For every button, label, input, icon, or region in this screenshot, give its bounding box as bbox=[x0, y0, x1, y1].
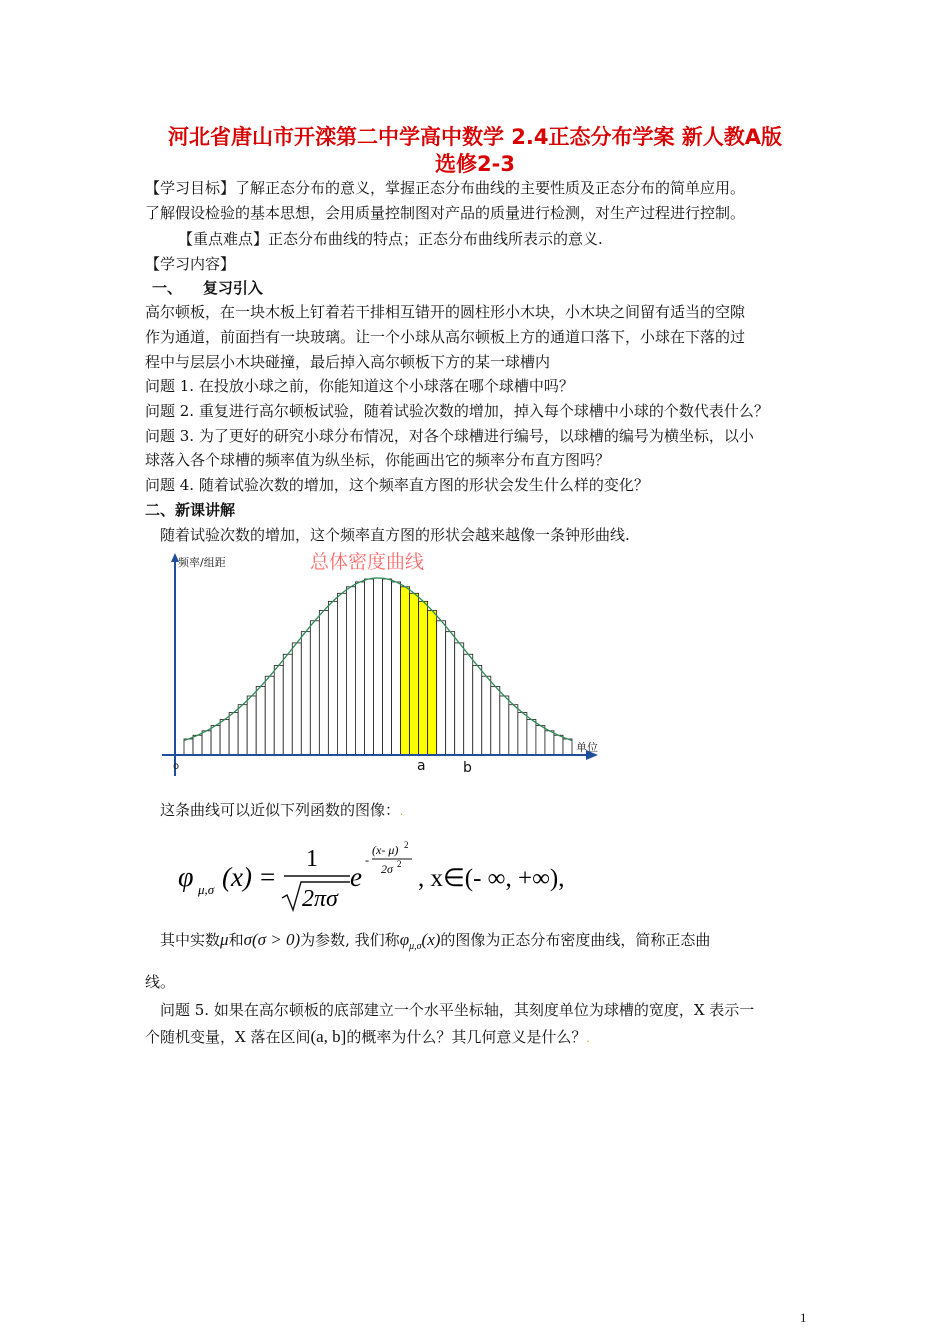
histogram-bar bbox=[220, 720, 229, 755]
edit-mark: . bbox=[586, 1034, 590, 1045]
histogram-bar bbox=[446, 632, 455, 755]
params-line2: 线。 bbox=[145, 973, 176, 991]
histogram-bar bbox=[473, 665, 482, 755]
x-axis-label: 单位 bbox=[576, 741, 598, 754]
formula-denominator: 2πσ bbox=[302, 886, 338, 912]
histogram-bar bbox=[193, 735, 202, 755]
histogram-bar bbox=[310, 621, 319, 755]
question-1: 问题 1. 在投放小球之前，你能知道这个小球落在哪个球槽中吗？ bbox=[145, 377, 574, 395]
goals-line2: 了解假设检验的基本思想，会用质量控制图对产品的质量进行检测，对生产过程进行控制。 bbox=[145, 204, 746, 222]
formula-e: e bbox=[350, 862, 362, 892]
question-4: 问题 4. 随着试验次数的增加，这个频率直方图的形状会发生什么样的变化？ bbox=[145, 476, 649, 494]
phi-symbol: φ bbox=[399, 930, 410, 949]
after-chart-text bbox=[160, 800, 403, 823]
mu-symbol: μ bbox=[220, 930, 229, 949]
histogram-bar bbox=[202, 731, 211, 755]
histogram-bar bbox=[265, 676, 274, 755]
q5-post: 的概率为什么？其几何意义是什么？ bbox=[346, 1028, 587, 1046]
section1-para-line: 作为通道，前面挡有一块玻璃。让一个小球从高尔顿板上方的通道口落下，小球在下落的过 bbox=[145, 328, 746, 346]
histogram-bar bbox=[319, 611, 328, 755]
question-3: 问题 3. 为了更好的研究小球分布情况，对各个球槽进行编号，以球槽的编号为横坐标，以小 bbox=[145, 427, 754, 445]
density-histogram-chart bbox=[158, 548, 608, 783]
page-number: 1 bbox=[800, 1310, 807, 1325]
histogram-bar bbox=[482, 676, 491, 755]
histogram-bar bbox=[364, 579, 373, 755]
params-post: 的图像为正态分布密度曲线，简称正态曲 bbox=[440, 931, 711, 949]
histogram-bar bbox=[328, 601, 337, 755]
histogram-bar bbox=[346, 587, 355, 755]
section2-intro: 随着试验次数的增加，这个频率直方图的形状会越来越像一条钟形曲线. bbox=[160, 526, 630, 544]
histogram-bar bbox=[383, 579, 392, 755]
histogram-bar bbox=[437, 621, 446, 755]
highlighted-bar bbox=[410, 593, 419, 755]
formula-numerator: 1 bbox=[306, 846, 318, 872]
histogram-bar bbox=[256, 686, 265, 755]
question-2: 问题 2. 重复进行高尔顿板试验，随着试验次数的增加，掉入每个球槽中小球的个数代表什么？ bbox=[145, 402, 769, 420]
histogram-bar bbox=[527, 720, 536, 755]
histogram-bar bbox=[274, 665, 283, 755]
q5-pre: 个随机变量，X 落在区间 bbox=[145, 1028, 311, 1046]
a-tick-label: a bbox=[417, 758, 426, 774]
histogram-bar bbox=[373, 578, 382, 755]
origin-label: o bbox=[173, 761, 180, 772]
section1-para-line: 高尔顿板，在一块木板上钉着若干排相互错开的圆柱形小木块，小木块之间留有适当的空隙 bbox=[145, 303, 746, 321]
histogram-bar bbox=[536, 726, 545, 755]
highlighted-bar bbox=[419, 601, 428, 755]
question-5: 问题 5. 如果在高尔顿板的底部建立一个水平坐标轴，其刻度单位为球槽的宽度，X 表示一 bbox=[160, 1001, 755, 1019]
histogram-bar bbox=[247, 696, 256, 755]
goals-line1: 【学习目标】了解正态分布的意义，掌握正态分布曲线的主要性质及正态分布的简单应用。 bbox=[145, 179, 746, 197]
document-title-line2: 选修2-3 bbox=[435, 152, 515, 176]
params-mid: 为参数, 我们称 bbox=[300, 931, 400, 949]
key-points: 【重点难点】正态分布曲线的特点；正态分布曲线所表示的意义. bbox=[178, 230, 603, 248]
exponent-denominator-sup: 2 bbox=[397, 859, 402, 869]
phi-arg: (x) bbox=[421, 930, 441, 949]
exponent-numerator-sup: 2 bbox=[404, 840, 409, 850]
histogram-bar bbox=[563, 739, 572, 755]
histogram-bar bbox=[464, 654, 473, 755]
sigma-condition: σ(σ > 0) bbox=[243, 930, 301, 949]
y-axis-label: 频率/组距 bbox=[178, 556, 226, 569]
formula-phi-subscript: μ,σ bbox=[198, 882, 215, 897]
edit-mark: . bbox=[400, 807, 404, 818]
histogram-bar bbox=[392, 582, 401, 755]
histogram-bar bbox=[238, 705, 247, 755]
phi-subscript: μ,σ bbox=[409, 941, 422, 952]
formula-domain: , x∈(- ∞, +∞), bbox=[418, 865, 565, 892]
after-chart-sentence: 这条曲线可以近似下列函数的图像： bbox=[160, 801, 401, 819]
formula-equals: = bbox=[260, 862, 276, 892]
histogram-bar bbox=[292, 643, 301, 755]
highlighted-bar bbox=[428, 611, 437, 755]
section2-heading: 二、新课讲解 bbox=[145, 501, 236, 519]
histogram-bar bbox=[301, 632, 310, 755]
histogram-bar bbox=[229, 713, 238, 755]
params-line bbox=[160, 930, 710, 957]
histogram-bars bbox=[184, 578, 572, 755]
histogram-bar bbox=[509, 705, 518, 755]
histogram-bar bbox=[211, 726, 220, 755]
histogram-bar bbox=[554, 735, 563, 755]
chart-title: 总体密度曲线 bbox=[310, 551, 425, 573]
exponent-sign: - bbox=[365, 853, 369, 867]
formula-phi: φ bbox=[178, 862, 194, 893]
histogram-bar bbox=[283, 654, 292, 755]
histogram-bar bbox=[518, 713, 527, 755]
interval-ab: (a, b] bbox=[310, 1027, 347, 1046]
params-and: 和 bbox=[228, 931, 244, 949]
formula-arg: (x) bbox=[222, 862, 252, 892]
highlighted-bar bbox=[401, 587, 410, 755]
content-heading: 【学习内容】 bbox=[145, 255, 236, 273]
question-3-cont: 球落入各个球槽的频率值为纵坐标，你能画出它的频率分布直方图吗？ bbox=[145, 451, 611, 469]
histogram-bar bbox=[455, 643, 464, 755]
section1-heading: 一、 复习引入 bbox=[152, 279, 263, 297]
exponent-denominator: 2σ bbox=[381, 862, 393, 876]
histogram-bar bbox=[545, 731, 554, 755]
exponent-numerator: (x- μ) bbox=[372, 843, 399, 857]
params-pre: 其中实数 bbox=[160, 931, 221, 949]
histogram-bar bbox=[337, 593, 346, 755]
question-5-cont bbox=[145, 1027, 590, 1050]
normal-density-formula bbox=[178, 838, 598, 918]
section1-para-line: 程中与层层小木块碰撞，最后掉入高尔顿板下方的某一球槽内 bbox=[145, 353, 551, 371]
histogram-bar bbox=[491, 686, 500, 755]
b-tick-label: b bbox=[463, 760, 472, 776]
histogram-bar bbox=[500, 696, 509, 755]
document-title-line1: 河北省唐山市开滦第二中学高中数学 2.4正态分布学案 新人教A版 bbox=[167, 125, 783, 149]
histogram-bar bbox=[355, 582, 364, 755]
histogram-bar bbox=[184, 739, 193, 755]
